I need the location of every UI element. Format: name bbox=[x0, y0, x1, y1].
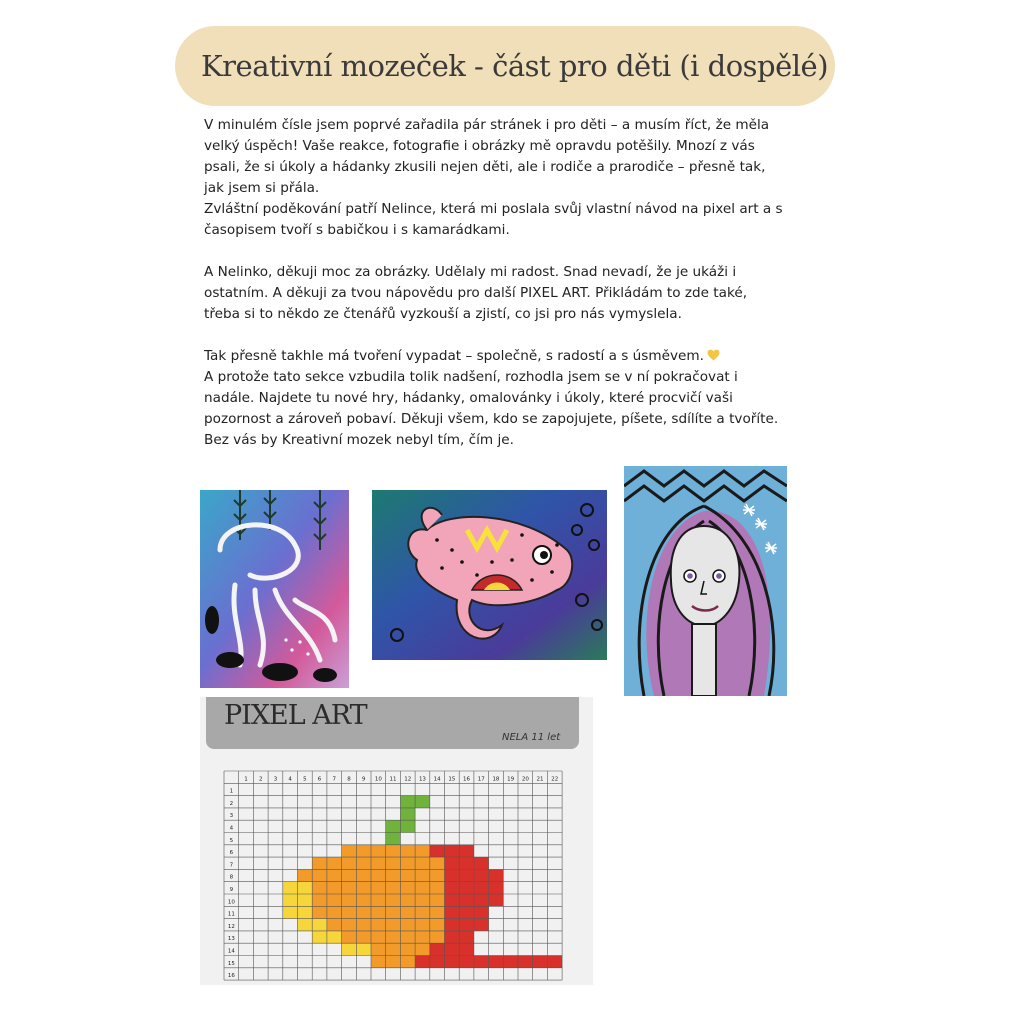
row-label: 3 bbox=[229, 813, 234, 820]
pixel-cell bbox=[445, 857, 460, 869]
row-label: 15 bbox=[227, 960, 235, 967]
column-label: 14 bbox=[433, 776, 441, 783]
pixel-art-author: NELA 11 let bbox=[502, 732, 561, 743]
column-label: 18 bbox=[492, 776, 500, 783]
pixel-cell bbox=[430, 931, 445, 943]
page-title: Kreativní mozeček - část pro děti (i dospělé) bbox=[201, 49, 829, 83]
pixel-cell bbox=[489, 956, 504, 968]
pixel-cell bbox=[503, 956, 518, 968]
pixel-cell bbox=[298, 882, 313, 894]
pixel-cell bbox=[415, 943, 430, 955]
pixel-cell bbox=[415, 882, 430, 894]
pixel-cell bbox=[474, 882, 489, 894]
text-line: velký úspěch! Vaše reakce, fotografie i obrázky mě opravdu potěšily. Mnozí z vás bbox=[204, 138, 755, 154]
row-label: 10 bbox=[227, 899, 235, 906]
pixel-cell bbox=[400, 857, 415, 869]
row-label: 14 bbox=[227, 948, 235, 955]
pixel-cell bbox=[400, 820, 415, 832]
pixel-cell bbox=[283, 882, 298, 894]
pixel-cell bbox=[445, 882, 460, 894]
pixel-cell bbox=[298, 869, 313, 881]
pixel-cell bbox=[386, 956, 401, 968]
pixel-cell bbox=[283, 906, 298, 918]
pixel-grid bbox=[200, 697, 593, 985]
column-label: 20 bbox=[521, 776, 529, 783]
pixel-cell bbox=[459, 845, 474, 857]
row-label: 4 bbox=[229, 825, 234, 832]
title-banner bbox=[175, 26, 835, 106]
row-label: 11 bbox=[227, 911, 235, 918]
pixel-cell bbox=[400, 919, 415, 931]
pixel-cell bbox=[400, 845, 415, 857]
text-line: ostatním. A děkuji za tvou nápovědu pro další PIXEL ART. Přikládám to zde také, bbox=[204, 285, 748, 301]
pixel-cell bbox=[327, 894, 342, 906]
pixel-cell bbox=[356, 894, 371, 906]
pixel-cell bbox=[342, 931, 357, 943]
row-label: 9 bbox=[229, 887, 234, 893]
column-label: 21 bbox=[536, 776, 544, 783]
pixel-cell bbox=[430, 845, 445, 857]
pixel-cell bbox=[312, 869, 327, 881]
pixel-cell bbox=[356, 931, 371, 943]
pixel-cell bbox=[356, 857, 371, 869]
pixel-cell bbox=[371, 869, 386, 881]
column-label: 16 bbox=[463, 776, 471, 783]
row-label: 7 bbox=[229, 862, 234, 869]
pixel-cell bbox=[386, 943, 401, 955]
pixel-cell bbox=[430, 894, 445, 906]
column-label: 12 bbox=[404, 776, 412, 783]
pixel-cell bbox=[415, 869, 430, 881]
pixel-cell bbox=[415, 956, 430, 968]
column-label: 2 bbox=[259, 776, 263, 783]
pixel-cell bbox=[533, 956, 548, 968]
text-line: A Nelinko, děkuji moc za obrázky. Udělaly mi radost. Snad nevadí, že je ukáži i bbox=[204, 264, 737, 280]
pixel-cell bbox=[371, 857, 386, 869]
text-line: V minulém čísle jsem poprvé zařadila pár stránek i pro děti – a musím říct, že měla bbox=[204, 117, 770, 133]
yellow-heart-icon bbox=[707, 349, 720, 361]
pixel-cell bbox=[400, 943, 415, 955]
pixel-cell bbox=[312, 919, 327, 931]
pixel-cell bbox=[342, 943, 357, 955]
pixel-cell bbox=[415, 894, 430, 906]
pixel-cell bbox=[327, 931, 342, 943]
pixel-cell bbox=[371, 906, 386, 918]
pixel-cell bbox=[283, 894, 298, 906]
column-label: 11 bbox=[389, 776, 397, 783]
pixel-cell bbox=[489, 894, 504, 906]
pixel-cell bbox=[400, 906, 415, 918]
pixel-art-title: PIXEL ART bbox=[224, 700, 367, 731]
pixel-cell bbox=[445, 956, 460, 968]
pixel-cell bbox=[459, 906, 474, 918]
pixel-cell bbox=[386, 906, 401, 918]
pixel-cell bbox=[415, 919, 430, 931]
pixel-cell bbox=[445, 894, 460, 906]
pixel-cell bbox=[459, 882, 474, 894]
pixel-cell bbox=[386, 833, 401, 845]
pixel-cell bbox=[430, 869, 445, 881]
pixel-cell bbox=[474, 906, 489, 918]
pixel-cell bbox=[371, 919, 386, 931]
column-label: 5 bbox=[303, 776, 307, 783]
pixel-cell bbox=[371, 931, 386, 943]
pixel-cell bbox=[415, 796, 430, 808]
pixel-cell bbox=[474, 894, 489, 906]
pixel-cell bbox=[371, 882, 386, 894]
pixel-cell bbox=[400, 956, 415, 968]
pixel-cell bbox=[342, 857, 357, 869]
pixel-cell bbox=[327, 919, 342, 931]
pixel-cell bbox=[386, 919, 401, 931]
row-label: 6 bbox=[229, 850, 234, 857]
pixel-cell bbox=[386, 845, 401, 857]
pixel-cell bbox=[459, 956, 474, 968]
pixel-cell bbox=[400, 882, 415, 894]
pixel-cell bbox=[342, 906, 357, 918]
column-label: 1 bbox=[244, 776, 248, 783]
column-label: 13 bbox=[418, 776, 426, 783]
pixel-cell bbox=[386, 894, 401, 906]
pixel-cell bbox=[430, 956, 445, 968]
column-label: 4 bbox=[288, 776, 292, 783]
pixel-cell bbox=[459, 869, 474, 881]
pixel-cell bbox=[386, 931, 401, 943]
pixel-cell bbox=[459, 919, 474, 931]
pixel-cell bbox=[312, 894, 327, 906]
pixel-cell bbox=[342, 869, 357, 881]
column-label: 22 bbox=[551, 776, 559, 783]
pixel-cell bbox=[415, 906, 430, 918]
row-label: 16 bbox=[227, 973, 235, 980]
artwork-jellyfish bbox=[200, 490, 349, 688]
pixel-cell bbox=[518, 956, 533, 968]
pixel-cell bbox=[400, 869, 415, 881]
pixel-cell bbox=[386, 869, 401, 881]
pixel-cell bbox=[312, 857, 327, 869]
text-line: Bez vás by Kreativní mozek nebyl tím, čím je. bbox=[204, 432, 514, 448]
column-label: 19 bbox=[507, 776, 515, 783]
pixel-cell bbox=[356, 845, 371, 857]
pixel-cell bbox=[386, 857, 401, 869]
pixel-cell bbox=[430, 919, 445, 931]
pixel-cell bbox=[430, 943, 445, 955]
pixel-cell bbox=[459, 931, 474, 943]
article-body bbox=[204, 115, 824, 451]
pixel-cell bbox=[459, 857, 474, 869]
row-label: 8 bbox=[229, 874, 234, 881]
pixel-cell bbox=[400, 796, 415, 808]
pixel-cell bbox=[445, 943, 460, 955]
row-label: 12 bbox=[227, 923, 235, 930]
pixel-cell bbox=[474, 919, 489, 931]
pixel-cell bbox=[445, 869, 460, 881]
pixel-cell bbox=[356, 919, 371, 931]
pixel-cell bbox=[445, 906, 460, 918]
pixel-cell bbox=[386, 882, 401, 894]
pixel-cell bbox=[298, 919, 313, 931]
pixel-cell bbox=[400, 894, 415, 906]
column-label: 17 bbox=[477, 776, 485, 783]
row-label: 2 bbox=[229, 800, 234, 807]
column-label: 9 bbox=[361, 776, 366, 783]
pixel-cell bbox=[342, 845, 357, 857]
pixel-cell bbox=[356, 906, 371, 918]
pixel-cell bbox=[474, 857, 489, 869]
pixel-cell bbox=[371, 845, 386, 857]
row-label: 5 bbox=[229, 837, 234, 844]
pixel-cell bbox=[298, 894, 313, 906]
artwork-portrait bbox=[624, 466, 787, 696]
column-label: 6 bbox=[317, 776, 322, 783]
column-label: 15 bbox=[448, 776, 456, 783]
column-label: 7 bbox=[332, 776, 336, 783]
text-line: časopisem tvoří s babičkou i s kamarádkami. bbox=[204, 222, 510, 238]
row-label: 1 bbox=[229, 788, 234, 795]
text-line: psali, že si úkoly a hádanky zkusili nejen děti, ale i rodiče a prarodiče – přesně tak, bbox=[204, 159, 766, 175]
pixel-cell bbox=[312, 906, 327, 918]
pixel-cell bbox=[489, 869, 504, 881]
pixel-cell bbox=[371, 956, 386, 968]
column-label: 10 bbox=[374, 776, 382, 783]
text-line-with-heart bbox=[204, 346, 824, 367]
text-line: jak jsem si přála. bbox=[204, 180, 320, 196]
text-line: nadále. Najdete tu nové hry, hádanky, omalovánky i úkoly, které procvičí vaši bbox=[204, 390, 733, 406]
pixel-cell bbox=[430, 906, 445, 918]
pixel-cell bbox=[415, 845, 430, 857]
pixel-cell bbox=[474, 956, 489, 968]
text-line: pozornost a zároveň pobaví. Děkuji všem, kdo se zapojujete, píšete, sdílíte a tvoříte. bbox=[204, 411, 779, 427]
pixel-cell bbox=[489, 882, 504, 894]
text-line: A protože tato sekce vzbudila tolik nadšení, rozhodla jsem se v ní pokračovat i bbox=[204, 369, 738, 385]
pixel-cell bbox=[312, 931, 327, 943]
column-label: 8 bbox=[347, 776, 351, 783]
column-label: 3 bbox=[273, 776, 278, 783]
pixel-cell bbox=[415, 857, 430, 869]
pixel-cell bbox=[371, 894, 386, 906]
pixel-cell bbox=[459, 943, 474, 955]
pixel-cell bbox=[327, 869, 342, 881]
pixel-cell bbox=[430, 857, 445, 869]
pixel-cell bbox=[400, 808, 415, 820]
pixel-cell bbox=[356, 869, 371, 881]
pixel-cell bbox=[342, 882, 357, 894]
artwork-fish bbox=[372, 490, 607, 660]
pixel-cell bbox=[474, 869, 489, 881]
pixel-cell bbox=[342, 919, 357, 931]
pixel-cell bbox=[459, 894, 474, 906]
pixel-cell bbox=[298, 906, 313, 918]
text-line: Zvláštní poděkování patří Nelince, která mi poslala svůj vlastní návod na pixel art a s bbox=[204, 201, 783, 217]
pixel-cell bbox=[312, 882, 327, 894]
pixel-art-sheet bbox=[200, 697, 593, 985]
pixel-cell bbox=[327, 882, 342, 894]
pixel-cell bbox=[371, 943, 386, 955]
pixel-cell bbox=[547, 956, 562, 968]
pixel-cell bbox=[342, 894, 357, 906]
pixel-cell bbox=[327, 906, 342, 918]
pixel-cell bbox=[445, 931, 460, 943]
pixel-cell bbox=[356, 943, 371, 955]
pixel-cell bbox=[356, 882, 371, 894]
pixel-cell bbox=[327, 857, 342, 869]
pixel-cell bbox=[386, 820, 401, 832]
pixel-cell bbox=[445, 845, 460, 857]
pixel-cell bbox=[400, 931, 415, 943]
text-line: třeba si to někdo ze čtenářů vyzkouší a zjistí, co jsi pro nás vymyslela. bbox=[204, 306, 682, 322]
pixel-cell bbox=[445, 919, 460, 931]
pixel-cell bbox=[415, 931, 430, 943]
pixel-cell bbox=[430, 882, 445, 894]
row-label: 13 bbox=[227, 936, 235, 943]
text-line: Tak přesně takhle má tvoření vypadat – společně, s radostí a s úsměvem. bbox=[204, 348, 704, 364]
